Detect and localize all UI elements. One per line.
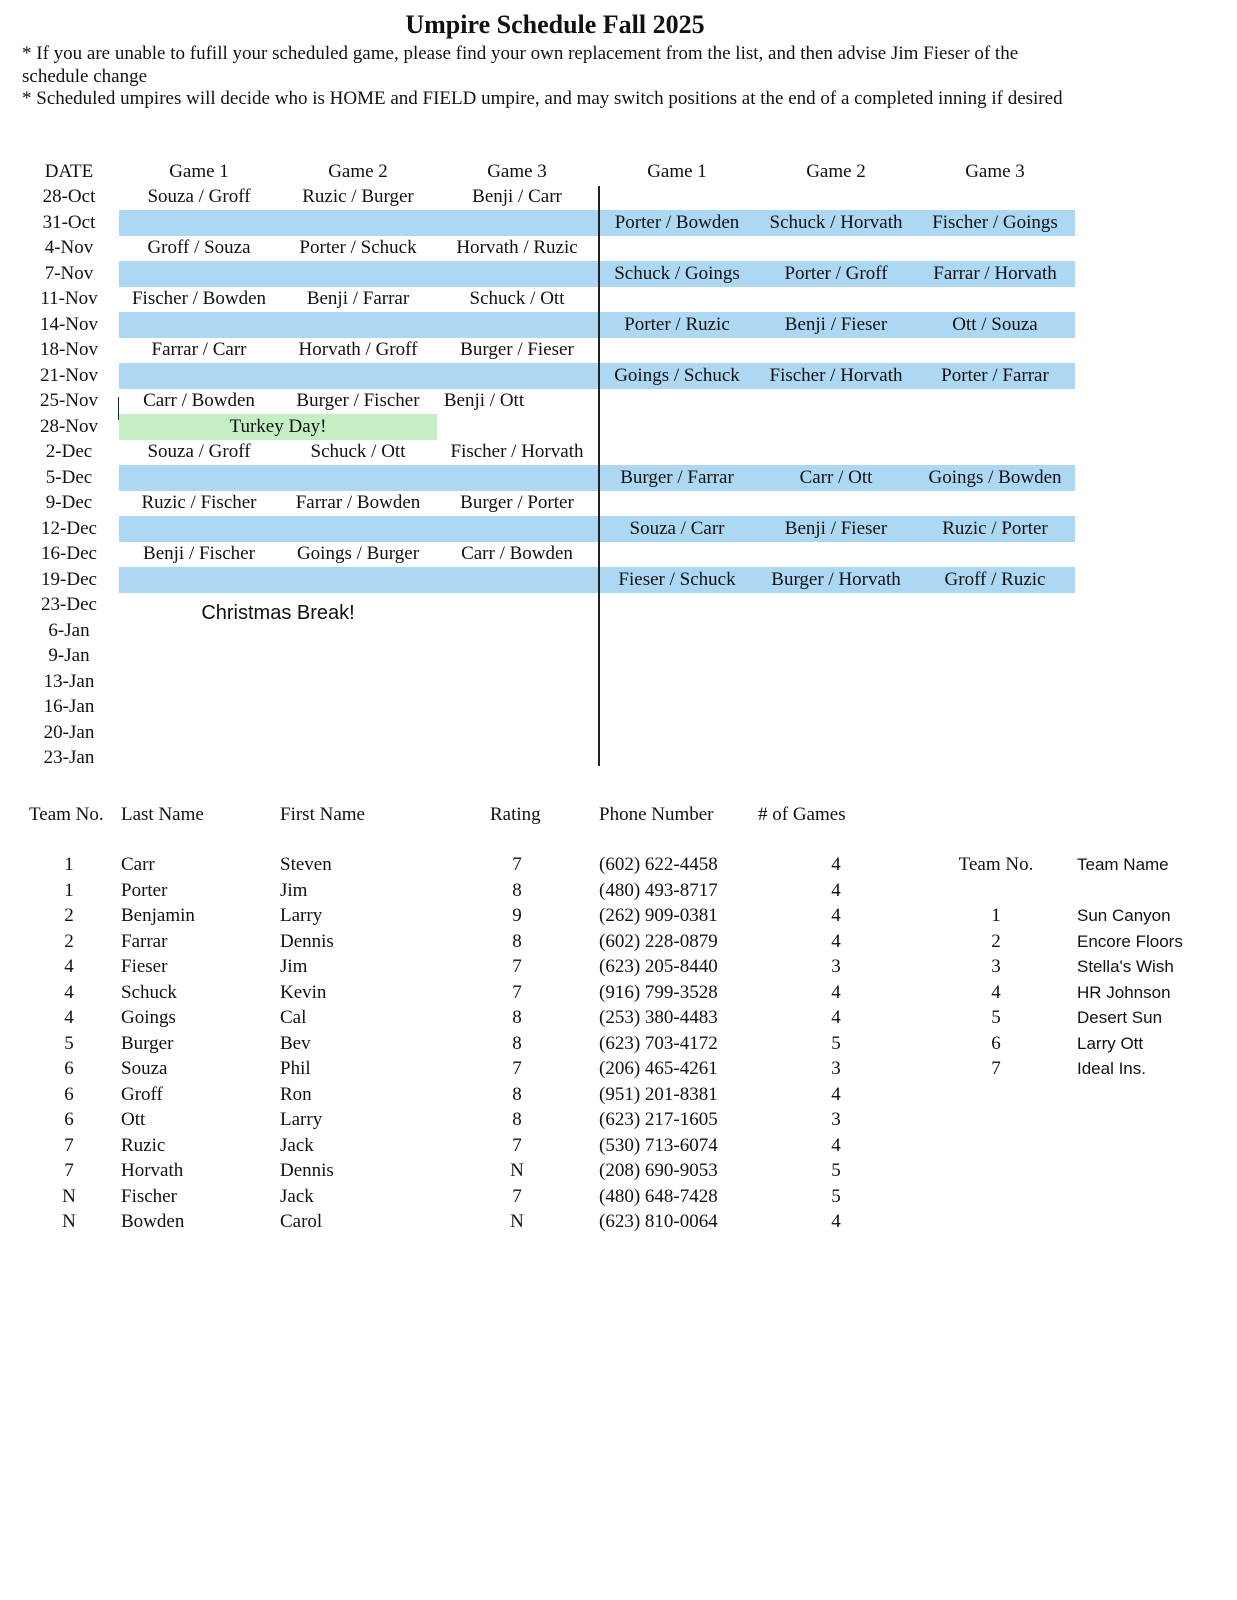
left-game-cell: Fischer / Horvath bbox=[450, 441, 584, 462]
left-game1-header: Game 1 bbox=[169, 161, 229, 182]
roster-phone-header: Phone Number bbox=[599, 804, 714, 825]
roster-rating-cell: 8 bbox=[512, 931, 522, 952]
roster-phone-cell: (602) 228-0879 bbox=[599, 931, 718, 952]
left-game2-header: Game 2 bbox=[328, 161, 388, 182]
right-game-cell: Burger / Farrar bbox=[620, 467, 734, 488]
left-game-cell: Souza / Groff bbox=[147, 186, 251, 207]
roster-games-cell: 4 bbox=[831, 982, 841, 1003]
turkey-day-note: Turkey Day! bbox=[229, 416, 327, 437]
roster-first-cell: Carol bbox=[280, 1211, 323, 1232]
schedule-date: 23-Jan bbox=[43, 747, 95, 768]
right-game-cell: Schuck / Horvath bbox=[769, 212, 903, 233]
roster-team-cell: 2 bbox=[64, 905, 74, 926]
roster-last-cell: Ott bbox=[121, 1109, 146, 1130]
left-game-cell: Carr / Bowden bbox=[143, 390, 255, 411]
team-no-cell: 4 bbox=[991, 982, 1001, 1003]
page-title: Umpire Schedule Fall 2025 bbox=[405, 10, 705, 39]
roster-games-cell: 4 bbox=[831, 1211, 841, 1232]
roster-rating-cell: 8 bbox=[512, 1084, 522, 1105]
right-game-cell: Benji / Fieser bbox=[784, 314, 888, 335]
schedule-date: 5-Dec bbox=[45, 467, 93, 488]
schedule-date: 14-Nov bbox=[39, 314, 99, 335]
roster-rating-cell: 7 bbox=[512, 982, 522, 1003]
left-game-cell: Burger / Fischer bbox=[296, 390, 420, 411]
left-game-cell: Burger / Porter bbox=[460, 492, 574, 513]
left-game-cell: Benji / Farrar bbox=[306, 288, 410, 309]
left-game-cell: Groff / Souza bbox=[147, 237, 251, 258]
roster-games-cell: 4 bbox=[831, 1007, 841, 1028]
roster-phone-cell: (623) 703-4172 bbox=[599, 1033, 718, 1054]
right-game-cell: Porter / Groff bbox=[784, 263, 888, 284]
roster-first-cell: Steven bbox=[280, 854, 332, 875]
left-game3-header: Game 3 bbox=[487, 161, 547, 182]
right-game-cell: Fieser / Schuck bbox=[618, 569, 736, 590]
team-no-cell: 2 bbox=[991, 931, 1001, 952]
roster-first-cell: Dennis bbox=[280, 931, 334, 952]
teams-no-header: Team No. bbox=[958, 854, 1034, 875]
team-no-cell: 1 bbox=[991, 905, 1001, 926]
roster-first-cell: Jim bbox=[280, 880, 308, 901]
roster-phone-cell: (951) 201-8381 bbox=[599, 1084, 718, 1105]
column-divider bbox=[598, 186, 600, 766]
roster-games-cell: 4 bbox=[831, 1084, 841, 1105]
roster-first-cell: Jim bbox=[280, 956, 308, 977]
left-game-cell: Burger / Fieser bbox=[460, 339, 574, 360]
roster-rating-cell: N bbox=[510, 1160, 524, 1181]
roster-team-cell: N bbox=[62, 1186, 76, 1207]
roster-last-cell: Farrar bbox=[121, 931, 168, 952]
roster-team-cell: N bbox=[62, 1211, 76, 1232]
schedule-date: 9-Jan bbox=[48, 645, 90, 666]
roster-games-cell: 3 bbox=[831, 1058, 841, 1079]
right-game-cell: Carr / Ott bbox=[799, 467, 873, 488]
roster-rating-cell: 7 bbox=[512, 1186, 522, 1207]
roster-first-cell: Cal bbox=[280, 1007, 307, 1028]
roster-last-cell: Bowden bbox=[121, 1211, 185, 1232]
roster-phone-cell: (253) 380-4483 bbox=[599, 1007, 718, 1028]
roster-first-cell: Bev bbox=[280, 1033, 311, 1054]
schedule-date: 20-Jan bbox=[43, 722, 95, 743]
roster-first-cell: Jack bbox=[280, 1186, 314, 1207]
schedule-date: 21-Nov bbox=[39, 365, 99, 386]
roster-rating-cell: 8 bbox=[512, 880, 522, 901]
roster-first-cell: Dennis bbox=[280, 1160, 334, 1181]
roster-last-cell: Benjamin bbox=[121, 905, 195, 926]
schedule-date: 31-Oct bbox=[42, 212, 96, 233]
right-game-cell: Souza / Carr bbox=[629, 518, 725, 539]
note-replacement: * If you are unable to fufill your scheduled game, please find your own replacement from the list, and then advise Jim Fieser of the schedule change bbox=[22, 43, 1019, 87]
christmas-break-note: Christmas Break! bbox=[201, 602, 355, 624]
schedule-date: 28-Oct bbox=[42, 186, 96, 207]
date-header: DATE bbox=[44, 161, 94, 182]
left-game-cell: Schuck / Ott bbox=[310, 441, 406, 462]
right-game-cell: Fischer / Goings bbox=[932, 212, 1058, 233]
roster-team-cell: 6 bbox=[64, 1084, 74, 1105]
roster-phone-cell: (480) 493-8717 bbox=[599, 880, 718, 901]
right-game-cell: Fischer / Horvath bbox=[769, 365, 903, 386]
teams-name-header: Team Name bbox=[1077, 855, 1169, 874]
left-game-cell: Horvath / Ruzic bbox=[456, 237, 578, 258]
schedule-date: 7-Nov bbox=[44, 263, 94, 284]
left-game-cell: Horvath / Groff bbox=[298, 339, 418, 360]
roster-rating-cell: 8 bbox=[512, 1033, 522, 1054]
right-game-cell: Porter / Farrar bbox=[941, 365, 1049, 386]
left-game-cell: Ruzic / Fischer bbox=[141, 492, 257, 513]
roster-last-cell: Fieser bbox=[121, 956, 168, 977]
roster-last-header: Last Name bbox=[121, 804, 204, 825]
schedule-date: 28-Nov bbox=[39, 416, 99, 437]
roster-phone-cell: (623) 810-0064 bbox=[599, 1211, 718, 1232]
roster-first-header: First Name bbox=[280, 804, 365, 825]
left-game-cell: Benji / Ott bbox=[443, 390, 525, 411]
schedule-date: 16-Jan bbox=[43, 696, 95, 717]
roster-rating-cell: 9 bbox=[512, 905, 522, 926]
right-game2-header: Game 2 bbox=[806, 161, 866, 182]
team-name-cell: Stella's Wish bbox=[1077, 957, 1174, 976]
team-name-cell: HR Johnson bbox=[1077, 983, 1171, 1002]
roster-phone-cell: (916) 799-3528 bbox=[599, 982, 718, 1003]
roster-team-cell: 5 bbox=[64, 1033, 74, 1054]
schedule-date: 11-Nov bbox=[40, 288, 98, 309]
left-game-cell: Benji / Fischer bbox=[143, 543, 255, 564]
roster-last-cell: Ruzic bbox=[121, 1135, 166, 1156]
roster-phone-cell: (262) 909-0381 bbox=[599, 905, 718, 926]
roster-games-cell: 3 bbox=[831, 1109, 841, 1130]
team-no-cell: 6 bbox=[991, 1033, 1001, 1054]
right-game-cell: Porter / Bowden bbox=[614, 212, 740, 233]
roster-last-cell: Horvath bbox=[121, 1160, 184, 1181]
roster-games-cell: 5 bbox=[831, 1186, 841, 1207]
roster-phone-cell: (208) 690-9053 bbox=[599, 1160, 718, 1181]
roster-first-cell: Jack bbox=[280, 1135, 314, 1156]
right-game-cell: Burger / Horvath bbox=[771, 569, 901, 590]
right-game-cell: Benji / Fieser bbox=[784, 518, 888, 539]
roster-games-cell: 4 bbox=[831, 1135, 841, 1156]
roster-team-cell: 7 bbox=[64, 1135, 74, 1156]
roster-last-cell: Porter bbox=[121, 880, 168, 901]
right-game-cell: Goings / Schuck bbox=[614, 365, 740, 386]
right-game-cell: Ruzic / Porter bbox=[942, 518, 1048, 539]
left-game-cell: Carr / Bowden bbox=[461, 543, 573, 564]
left-game-cell: Benji / Carr bbox=[472, 186, 562, 207]
roster-team-header: Team No. bbox=[29, 804, 104, 825]
roster-games-cell: 4 bbox=[831, 931, 841, 952]
schedule-date: 25-Nov bbox=[39, 390, 99, 411]
roster-last-cell: Burger bbox=[121, 1033, 174, 1054]
roster-team-cell: 4 bbox=[64, 982, 74, 1003]
right-game-cell: Porter / Ruzic bbox=[624, 314, 730, 335]
team-no-cell: 7 bbox=[991, 1058, 1001, 1079]
row-marker bbox=[118, 397, 119, 420]
roster-phone-cell: (623) 217-1605 bbox=[599, 1109, 718, 1130]
schedule-date: 4-Nov bbox=[44, 237, 94, 258]
roster-rating-cell: 7 bbox=[512, 854, 522, 875]
team-name-cell: Desert Sun bbox=[1077, 1008, 1163, 1027]
roster-rating-cell: 7 bbox=[512, 1135, 522, 1156]
roster-rating-cell: 7 bbox=[512, 956, 522, 977]
roster-rating-header: Rating bbox=[490, 804, 541, 825]
roster-games-cell: 4 bbox=[831, 905, 841, 926]
roster-last-cell: Goings bbox=[121, 1007, 176, 1028]
roster-games-header: # of Games bbox=[758, 804, 846, 825]
roster-rating-cell: 8 bbox=[512, 1109, 522, 1130]
right-game-cell: Schuck / Goings bbox=[614, 263, 740, 284]
schedule-date: 16-Dec bbox=[41, 543, 97, 564]
right-game-cell: Ott / Souza bbox=[952, 314, 1038, 335]
left-game-cell: Fischer / Bowden bbox=[131, 288, 267, 309]
schedule-date: 18-Nov bbox=[39, 339, 99, 360]
roster-first-cell: Larry bbox=[280, 905, 323, 926]
roster-team-cell: 6 bbox=[64, 1058, 74, 1079]
roster-team-cell: 6 bbox=[64, 1109, 74, 1130]
roster-first-cell: Kevin bbox=[280, 982, 327, 1003]
right-game-cell: Groff / Ruzic bbox=[944, 569, 1046, 590]
schedule-date: 13-Jan bbox=[43, 671, 95, 692]
roster-games-cell: 4 bbox=[831, 880, 841, 901]
right-game-cell: Goings / Bowden bbox=[928, 467, 1062, 488]
left-game-cell: Ruzic / Burger bbox=[302, 186, 414, 207]
note-positions: * Scheduled umpires will decide who is HOME and FIELD umpire, and may switch positions at the end of a completed inning if desired bbox=[22, 88, 1063, 109]
team-name-cell: Sun Canyon bbox=[1077, 906, 1171, 925]
roster-first-cell: Larry bbox=[280, 1109, 323, 1130]
roster-games-cell: 5 bbox=[831, 1160, 841, 1181]
left-game-cell: Schuck / Ott bbox=[469, 288, 565, 309]
schedule-date: 6-Jan bbox=[48, 620, 90, 641]
roster-rating-cell: N bbox=[510, 1211, 524, 1232]
schedule-date: 12-Dec bbox=[41, 518, 97, 539]
roster-phone-cell: (206) 465-4261 bbox=[599, 1058, 718, 1079]
roster-team-cell: 7 bbox=[64, 1160, 74, 1181]
roster-last-cell: Carr bbox=[121, 854, 155, 875]
roster-phone-cell: (530) 713-6074 bbox=[599, 1135, 718, 1156]
schedule-date: 2-Dec bbox=[45, 441, 93, 462]
roster-last-cell: Souza bbox=[121, 1058, 168, 1079]
roster-phone-cell: (480) 648-7428 bbox=[599, 1186, 718, 1207]
left-game-cell: Goings / Burger bbox=[296, 543, 420, 564]
roster-rating-cell: 8 bbox=[512, 1007, 522, 1028]
roster-last-cell: Fischer bbox=[121, 1186, 177, 1207]
roster-games-cell: 4 bbox=[831, 854, 841, 875]
left-game-cell: Farrar / Bowden bbox=[295, 492, 421, 513]
roster-team-cell: 2 bbox=[64, 931, 74, 952]
team-name-cell: Larry Ott bbox=[1077, 1034, 1144, 1053]
left-game-cell: Souza / Groff bbox=[147, 441, 251, 462]
roster-games-cell: 3 bbox=[831, 956, 841, 977]
left-game-cell: Farrar / Carr bbox=[151, 339, 247, 360]
roster-phone-cell: (623) 205-8440 bbox=[599, 956, 718, 977]
roster-first-cell: Ron bbox=[280, 1084, 312, 1105]
roster-team-cell: 1 bbox=[64, 854, 74, 875]
right-game3-header: Game 3 bbox=[965, 161, 1025, 182]
schedule-date: 23-Dec bbox=[41, 594, 97, 615]
schedule-date: 19-Dec bbox=[41, 569, 97, 590]
right-game1-header: Game 1 bbox=[647, 161, 707, 182]
roster-team-cell: 1 bbox=[64, 880, 74, 901]
roster-phone-cell: (602) 622-4458 bbox=[599, 854, 718, 875]
roster-games-cell: 5 bbox=[831, 1033, 841, 1054]
roster-first-cell: Phil bbox=[280, 1058, 311, 1079]
team-no-cell: 5 bbox=[991, 1007, 1001, 1028]
roster-last-cell: Groff bbox=[121, 1084, 163, 1105]
team-no-cell: 3 bbox=[991, 956, 1001, 977]
schedule-date: 9-Dec bbox=[45, 492, 93, 513]
right-game-cell: Farrar / Horvath bbox=[933, 263, 1057, 284]
roster-team-cell: 4 bbox=[64, 956, 74, 977]
roster-team-cell: 4 bbox=[64, 1007, 74, 1028]
left-game-cell: Porter / Schuck bbox=[299, 237, 417, 258]
roster-last-cell: Schuck bbox=[121, 982, 177, 1003]
team-name-cell: Encore Floors bbox=[1077, 932, 1183, 951]
team-name-cell: Ideal Ins. bbox=[1077, 1059, 1146, 1078]
roster-rating-cell: 7 bbox=[512, 1058, 522, 1079]
